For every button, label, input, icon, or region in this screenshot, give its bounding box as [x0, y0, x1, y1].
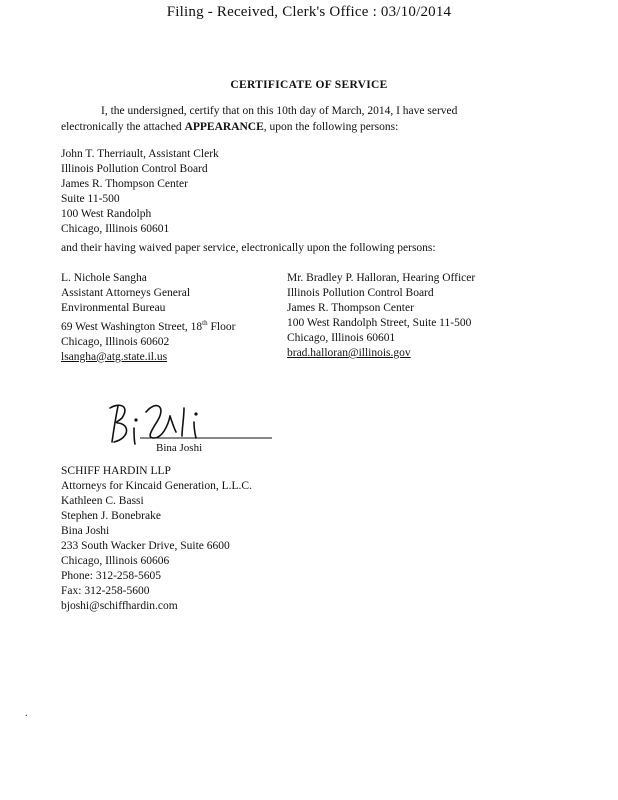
- clerk-line: Suite 11-500: [61, 193, 120, 205]
- clerk-line: 100 West Randolph: [61, 208, 152, 220]
- recipient-email-link[interactable]: brad.halloran@illinois.gov: [287, 347, 411, 359]
- signer-name: Bina Joshi: [156, 442, 203, 454]
- intro-paragraph: [61, 103, 481, 135]
- street-superscript: th: [202, 319, 208, 327]
- intro-bold-document: APPEARANCE: [184, 121, 264, 133]
- stray-mark: .: [25, 708, 28, 719]
- firm-line: 233 South Wacker Drive, Suite 6600: [61, 540, 230, 552]
- firm-line: Chicago, Illinois 60606: [61, 555, 170, 567]
- clerk-line: John T. Therriault, Assistant Clerk: [61, 148, 219, 160]
- recipient-line: 100 West Randolph Street, Suite 11-500: [287, 317, 472, 329]
- recipient-line: L. Nichole Sangha: [61, 272, 147, 284]
- clerk-line: Illinois Pollution Control Board: [61, 163, 208, 175]
- intro-text-1: I, the undersigned, certify that on this 10th day of March, 2014, I have served electronically the attached: [61, 105, 458, 133]
- waived-service-text: and their having waived paper service, electronically upon the following persons:: [61, 242, 436, 254]
- firm-line: Fax: 312-258-5600: [61, 585, 150, 597]
- firm-line: Bina Joshi: [61, 525, 110, 537]
- firm-email: bjoshi@schiffhardin.com: [61, 600, 178, 612]
- filing-header: Filing - Received, Clerk's Office : 03/10/2014: [166, 4, 452, 20]
- recipient-line: Assistant Attorneys General: [61, 287, 191, 299]
- recipient-line: Illinois Pollution Control Board: [287, 287, 434, 299]
- left-recipient-block: [61, 271, 235, 365]
- street-text: 69 West Washington Street, 18: [61, 320, 203, 333]
- firm-signature-block: [61, 464, 252, 614]
- firm-line: Phone: 312-258-5605: [61, 570, 161, 582]
- certificate-title: CERTIFICATE OF SERVICE: [230, 79, 388, 91]
- firm-line: Kathleen C. Bassi: [61, 495, 144, 507]
- firm-line: SCHIFF HARDIN LLP: [61, 465, 171, 477]
- street-floor: Floor: [207, 320, 236, 333]
- recipient-line: James R. Thompson Center: [287, 302, 414, 314]
- recipient-line: Chicago, Illinois 60601: [287, 332, 396, 344]
- intro-text-2: , upon the following persons:: [263, 121, 399, 133]
- clerk-address-block: [61, 147, 219, 237]
- firm-line: Stephen J. Bonebrake: [61, 510, 161, 522]
- recipient-email-link[interactable]: lsangha@atg.state.il.us: [61, 350, 168, 363]
- recipient-line: Mr. Bradley P. Halloran, Hearing Officer: [287, 272, 476, 284]
- clerk-line: James R. Thompson Center: [61, 178, 188, 190]
- recipient-line: Environmental Bureau: [61, 302, 166, 314]
- right-recipient-block: [287, 271, 475, 361]
- recipient-street: [61, 316, 235, 335]
- recipient-city: Chicago, Illinois 60602: [61, 335, 170, 348]
- firm-line: Attorneys for Kincaid Generation, L.L.C.: [61, 480, 252, 492]
- clerk-line: Chicago, Illinois 60601: [61, 223, 170, 235]
